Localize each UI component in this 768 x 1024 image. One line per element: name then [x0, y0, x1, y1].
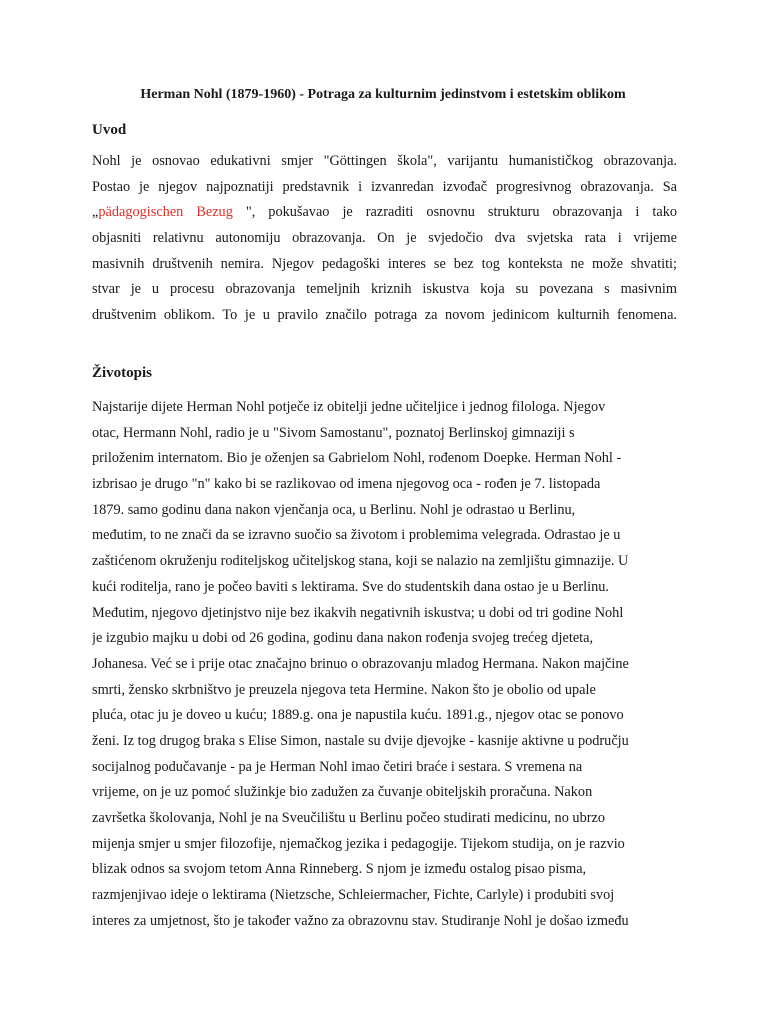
section-heading-zivotopis: Životopis [92, 365, 153, 381]
paragraph-line: interes za umjetnost, što je također važno za obrazovnu stav. Studiranje Nohl je došao između [92, 912, 629, 929]
paedagogischen-bezug-link[interactable]: pädagogischen Bezug [98, 204, 233, 221]
paragraph-line: masivnih društvenih nemira. Njegov pedagoški interes se bez tog konteksta ne može shvatiti; [92, 255, 677, 272]
paragraph-line: otac, Hermann Nohl, radio je u "Sivom Samostanu", poznatoj Berlinskoj gimnaziji s [92, 424, 575, 441]
paragraph-line: završetka školovanja, Nohl je na Sveučilištu u Berlinu počeo studirati medicinu, no ubrzo [92, 810, 605, 826]
paragraph-line: Postao je njegov najpoznatiji predstavnik i izvanredan izvođač progresivnog obrazovanja. Sa [92, 178, 677, 195]
paragraph-line: zaštićenom okruženju roditeljskog učiteljskog stana, koji se nalazio na zemljištu gimnazije. U [92, 553, 629, 570]
paragraph-line: ženi. Iz tog drugog braka s Elise Simon, nastale su dvije djevojke - kasnije aktivne u području [92, 732, 629, 749]
paragraph-line [92, 200, 677, 226]
paragraph-line: Nohl je osnovao edukativni smjer "Göttingen škola", varijantu humanističkog obrazovanja. [92, 153, 677, 169]
quote-mark: „ [92, 204, 99, 221]
paragraph-line: društvenim oblikom. To je u pravilo značilo potraga za novom jedinicom kulturnih fenomena. [92, 307, 677, 324]
paragraph-line-text: ", pokušavao je razraditi osnovnu strukturu obrazovanja i tako [232, 204, 677, 221]
paragraph-line: smrti, žensko skrbništvo je preuzela njegova teta Hermine. Nakon što je obolio od upale [92, 681, 596, 698]
paragraph-line: objasniti relativnu autonomiju obrazovanja. On je svjedočio dva svjetska rata i vrijeme [92, 230, 677, 247]
paragraph-line: 1879. samo godinu dana nakon vjenčanja oca, u Berlinu. Nohl je odrastao u Berlinu, [92, 501, 576, 518]
paragraph-line: izbrisao je drugo "n" kako bi se razlikovao od imena njegovog oca - rođen je 7. listopada [92, 476, 601, 493]
paragraph-uvod [92, 149, 677, 329]
paragraph-line: kući roditelja, rano je počeo baviti s lektirama. Sve do studentskih dana ostao je u Berlinu. [92, 578, 609, 595]
paragraph-line: mijenja smjer u smjer filozofije, njemačkog jezika i pedagogije. Tijekom studija, on je razvio [92, 835, 625, 852]
paragraph-line: Međutim, njegovo djetinjstvo nije bez ikakvih negativnih iskustva; u dobi od tri godine Nohl [92, 604, 624, 621]
paragraph-line: Johanesa. Već se i prije otac značajno brinuo o obrazovanju mladog Hermana. Nakon majčine [92, 655, 629, 672]
paragraph-line: socijalnog podučavanje - pa je Herman Nohl imao četiri braće i sestara. S vremena na [92, 758, 583, 775]
paragraph-line: je izgubio majku u dobi od 26 godina, godinu dana nakon rođenja svojeg trećeg djeteta, [92, 630, 594, 647]
paragraph-line: blizak odnos sa svojom tetom Anna Rinneberg. S njom je između ostalog pisao pisma, [92, 861, 587, 878]
section-heading-uvod: Uvod [92, 122, 127, 138]
paragraph-line: priloženim internatom. Bio je oženjen sa Gabrielom Nohl, rođenom Doepke. Herman Nohl - [92, 450, 622, 467]
paragraph-line: Najstarije dijete Herman Nohl potječe iz obitelji jedne učiteljice i jednog filologa. Njegov [92, 399, 606, 415]
paragraph-line: pluća, otac ju je doveo u kuću; 1889.g. ona je napustila kuću. 1891.g., njegov otac se ponovo [92, 707, 624, 724]
paragraph-line: međutim, to ne znači da se izravno suočio sa životom i problemima velegrada. Odrastao je u [92, 527, 621, 544]
paragraph-line: vrijeme, on je uz pomoć služinkje bio zadužen za čuvanje obiteljskih proračuna. Nakon [92, 784, 593, 801]
paragraph-zivotopis [92, 395, 677, 934]
paragraph-line: razmjenjivao ideje o lektirama (Nietzsche, Schleiermacher, Fichte, Carlyle) i produbiti svoj [92, 887, 615, 904]
document-title: Herman Nohl (1879-1960) - Potraga za kulturnim jedinstvom i estetskim oblikom [140, 87, 626, 102]
paragraph-line: stvar je u procesu obrazovanja temeljnih kriznih iskustva koja su povezana s masivnim [92, 281, 677, 298]
